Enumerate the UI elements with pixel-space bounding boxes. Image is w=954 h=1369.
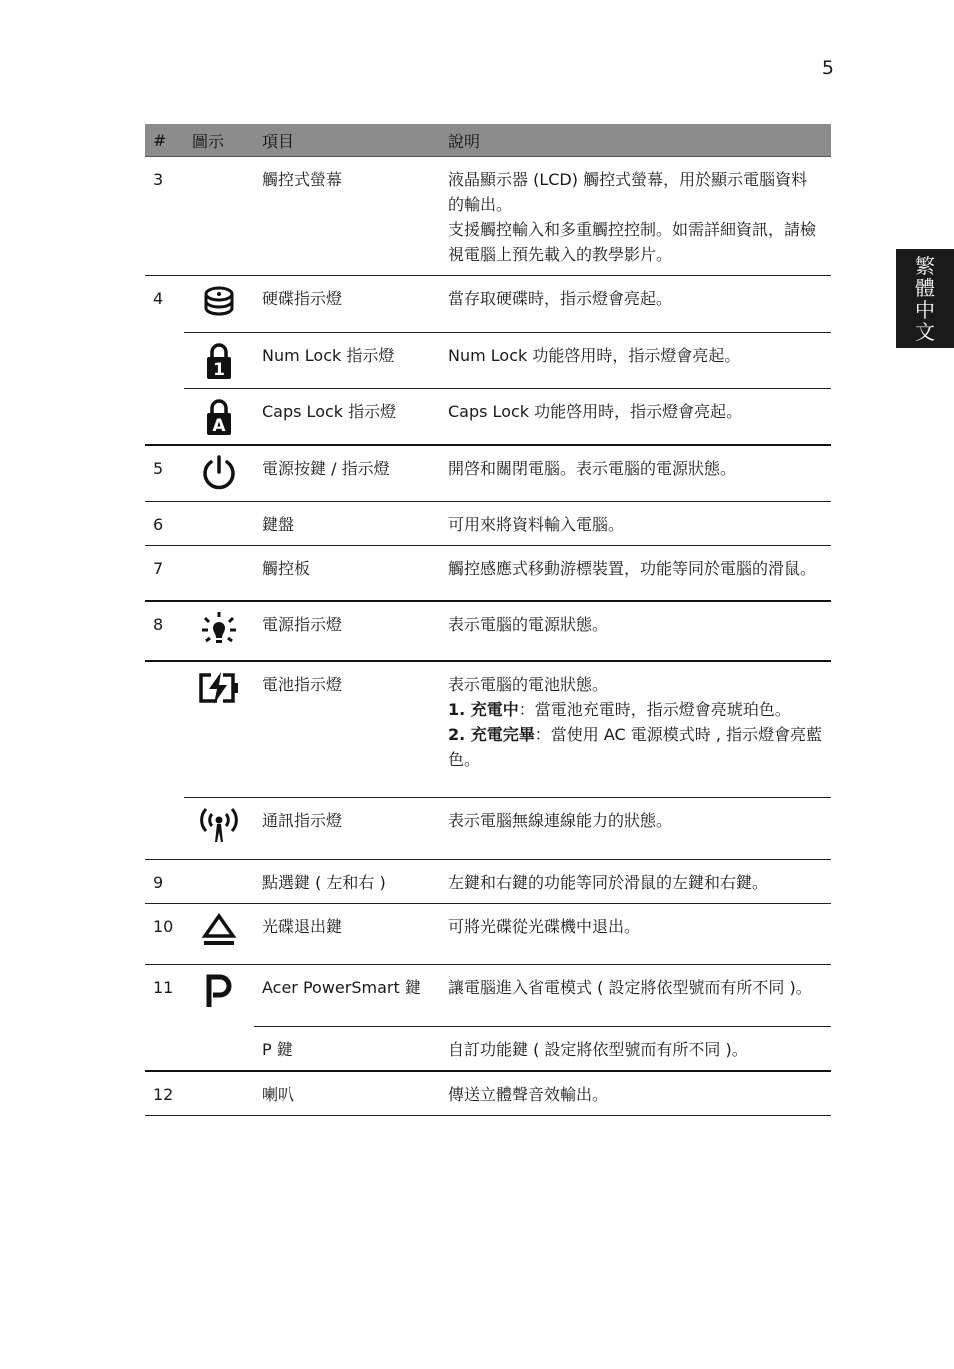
description-line: 表示電腦無線連線能力的狀態。 bbox=[448, 810, 673, 830]
description-line: 左鍵和右鍵的功能等同於滑鼠的左鍵和右鍵。 bbox=[448, 872, 769, 892]
row-icon-cell bbox=[184, 157, 254, 276]
row-item: 點選鍵 ( 左和右 ) bbox=[254, 859, 440, 903]
description-line: 可用來將資料輸入電腦。 bbox=[448, 514, 625, 534]
svg-text:A: A bbox=[212, 416, 226, 436]
row-icon-cell bbox=[184, 661, 254, 797]
table-row bbox=[145, 501, 831, 545]
status-label: 1. 充電中 bbox=[448, 700, 519, 719]
row-item: P 鍵 bbox=[254, 1026, 440, 1071]
row-number bbox=[145, 333, 184, 389]
row-item: 鍵盤 bbox=[254, 501, 440, 545]
description-line: 表示電腦的電池狀態。 bbox=[448, 675, 609, 694]
row-item: Caps Lock 指示燈 bbox=[254, 389, 440, 446]
row-icon-cell bbox=[184, 445, 254, 501]
battery-indicator-icon bbox=[196, 670, 242, 706]
side-tab-char: 中 bbox=[915, 297, 935, 322]
power-button-icon bbox=[201, 454, 237, 492]
row-icon-cell bbox=[184, 389, 254, 446]
description-line: 讓電腦進入省電模式 ( 設定將依型號而有所不同 )。 bbox=[448, 977, 812, 997]
header-item: 項目 bbox=[254, 124, 440, 157]
table-row bbox=[145, 389, 831, 446]
row-icon-cell bbox=[184, 859, 254, 903]
header-number: # bbox=[145, 124, 184, 157]
description-line: 當存取硬碟時，指示燈會亮起。 bbox=[448, 289, 673, 308]
row-description bbox=[440, 601, 831, 661]
row-description bbox=[440, 903, 831, 964]
table-row bbox=[145, 903, 831, 964]
table-row bbox=[145, 964, 831, 1026]
row-icon-cell bbox=[184, 1026, 254, 1071]
description-line: 液晶顯示器 (LCD) 觸控式螢幕，用於顯示電腦資料的輸出。 bbox=[448, 170, 808, 214]
row-icon-cell bbox=[184, 545, 254, 601]
row-number bbox=[145, 797, 184, 859]
num-lock-icon bbox=[204, 341, 234, 381]
row-item: 硬碟指示燈 bbox=[254, 276, 440, 333]
row-description bbox=[440, 797, 831, 859]
row-item: 電源指示燈 bbox=[254, 601, 440, 661]
row-item: 觸控式螢幕 bbox=[254, 157, 440, 276]
row-number: 11 bbox=[153, 977, 174, 997]
description-line: 開啓和關閉電腦。表示電腦的電源狀態。 bbox=[448, 459, 737, 478]
row-description bbox=[440, 333, 831, 389]
row-icon-cell bbox=[184, 333, 254, 389]
table-row bbox=[145, 661, 831, 797]
row-number: 3 bbox=[145, 157, 184, 276]
header-description: 說明 bbox=[440, 124, 831, 157]
description-line: 自訂功能鍵 ( 設定將依型號而有所不同 )。 bbox=[448, 1039, 748, 1059]
row-description bbox=[440, 545, 831, 601]
table-row bbox=[145, 601, 831, 661]
eject-icon bbox=[201, 912, 237, 948]
charging-status-item bbox=[448, 697, 823, 722]
row-item: 喇叭 bbox=[254, 1071, 440, 1116]
page-number: 5 bbox=[821, 57, 834, 79]
language-side-tab bbox=[896, 249, 954, 348]
caps-lock-icon bbox=[204, 397, 234, 437]
row-description bbox=[440, 157, 831, 276]
row-item: 通訊指示燈 bbox=[254, 797, 440, 859]
side-tab-char: 繁 bbox=[915, 253, 935, 278]
description-line: 觸控感應式移動游標裝置，功能等同於電腦的滑鼠。 bbox=[448, 558, 817, 578]
row-number: 4 bbox=[153, 289, 164, 308]
powersmart-p-icon bbox=[204, 973, 234, 1011]
row-item: 電源按鍵 / 指示燈 bbox=[254, 445, 440, 501]
row-item: 觸控板 bbox=[254, 545, 440, 601]
row-number: 6 bbox=[145, 501, 184, 545]
header-icon: 圖示 bbox=[184, 124, 254, 157]
row-item: 電池指示燈 bbox=[254, 661, 440, 797]
table-row bbox=[145, 276, 831, 333]
row-description bbox=[440, 964, 831, 1026]
table-row bbox=[145, 333, 831, 389]
side-tab-char: 體 bbox=[915, 275, 935, 300]
table-row bbox=[145, 545, 831, 601]
row-description bbox=[440, 276, 831, 333]
table-header-row bbox=[145, 124, 831, 157]
status-text: ：當電池充電時，指示燈會亮琥珀色。 bbox=[518, 700, 791, 719]
row-description bbox=[440, 445, 831, 501]
row-number: 10 bbox=[145, 903, 184, 964]
description-line: 傳送立體聲音效輸出。 bbox=[448, 1084, 609, 1104]
status-label: 2. 充電完畢 bbox=[448, 725, 535, 744]
row-number: 8 bbox=[145, 601, 184, 661]
status-text: ：當使用 AC 電源模式時 , 指示燈會亮藍色。 bbox=[448, 725, 823, 769]
row-icon-cell bbox=[184, 501, 254, 545]
charged-status-item bbox=[448, 722, 823, 772]
side-tab-char: 文 bbox=[915, 319, 935, 344]
row-number: 7 bbox=[145, 545, 184, 601]
power-indicator-icon bbox=[199, 610, 239, 650]
row-number bbox=[145, 389, 184, 446]
row-description bbox=[440, 1026, 831, 1071]
description-line: 表示電腦的電源狀態。 bbox=[448, 615, 609, 634]
row-icon-cell bbox=[184, 964, 254, 1026]
row-description bbox=[440, 859, 831, 903]
row-number: 5 bbox=[145, 445, 184, 501]
row-icon-cell bbox=[184, 1071, 254, 1116]
table-row bbox=[145, 1026, 831, 1071]
row-item: Num Lock 指示燈 bbox=[254, 333, 440, 389]
description-line: 支援觸控輸入和多重觸控控制。如需詳細資訊，請檢視電腦上預先載入的教學影片。 bbox=[448, 220, 817, 264]
table-row bbox=[145, 797, 831, 859]
row-number bbox=[145, 661, 184, 797]
row-icon-cell bbox=[184, 903, 254, 964]
row-description bbox=[440, 501, 831, 545]
row-description bbox=[440, 1071, 831, 1116]
row-number bbox=[145, 1026, 184, 1071]
row-number: 9 bbox=[145, 859, 184, 903]
row-item: Acer PowerSmart 鍵 bbox=[254, 964, 440, 1026]
table-row bbox=[145, 445, 831, 501]
table-row bbox=[145, 859, 831, 903]
description-line: Caps Lock 功能啓用時，指示燈會亮起。 bbox=[448, 402, 743, 421]
table-row bbox=[145, 157, 831, 276]
row-icon-cell bbox=[184, 276, 254, 333]
row-icon-cell bbox=[184, 797, 254, 859]
row-number: 12 bbox=[145, 1071, 184, 1116]
wireless-indicator-icon bbox=[196, 806, 242, 846]
component-table bbox=[145, 124, 831, 1116]
row-description bbox=[440, 661, 831, 797]
row-description bbox=[440, 389, 831, 446]
svg-text:1: 1 bbox=[213, 360, 225, 380]
description-line: Num Lock 功能啓用時，指示燈會亮起。 bbox=[448, 346, 741, 365]
table-row bbox=[145, 1071, 831, 1116]
row-item: 光碟退出鍵 bbox=[254, 903, 440, 964]
row-icon-cell bbox=[184, 601, 254, 661]
description-line: 可將光碟從光碟機中退出。 bbox=[448, 916, 641, 936]
hdd-indicator-icon bbox=[202, 284, 236, 324]
